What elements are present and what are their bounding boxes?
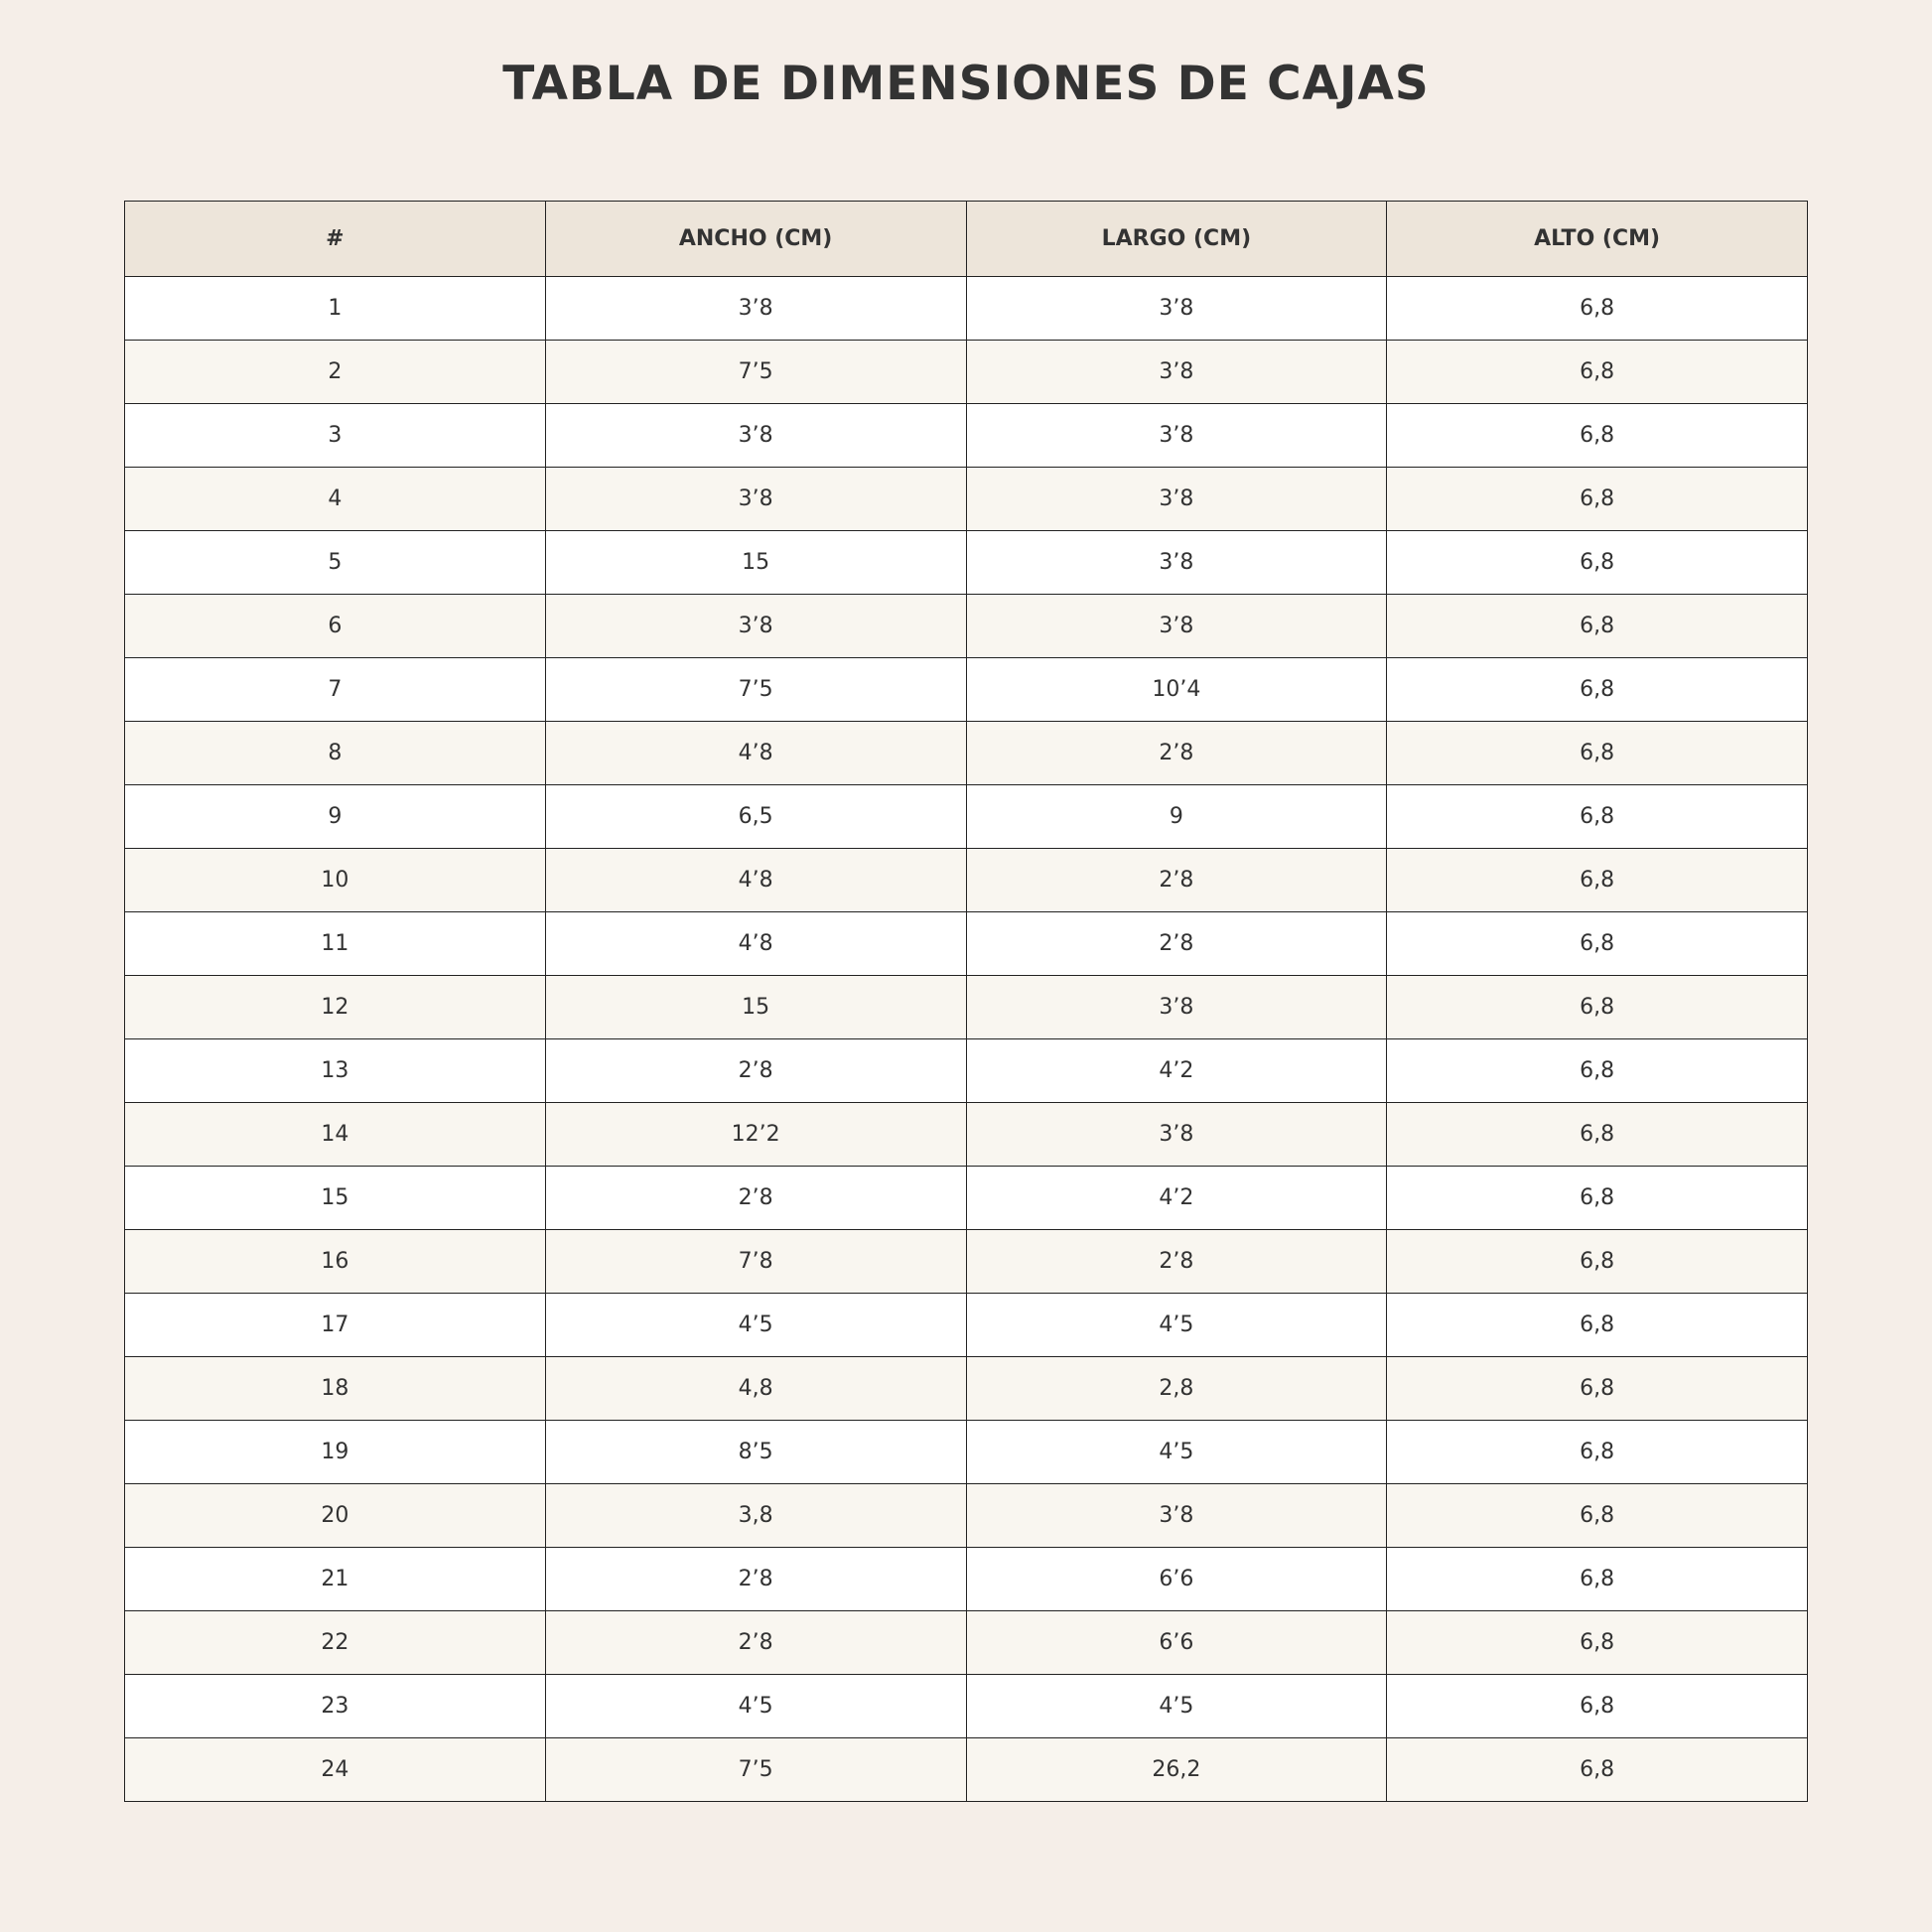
cell-number: 22 (125, 1611, 546, 1675)
cell-ancho: 3,8 (545, 1484, 966, 1548)
table-row (125, 1484, 1808, 1548)
cell-alto: 6,8 (1387, 976, 1808, 1039)
cell-number: 14 (125, 1103, 546, 1167)
cell-largo: 2’8 (966, 1230, 1387, 1294)
column-header-largo: LARGO (CM) (966, 202, 1387, 277)
cell-largo: 2’8 (966, 722, 1387, 785)
cell-alto: 6,8 (1387, 595, 1808, 658)
cell-alto: 6,8 (1387, 1294, 1808, 1357)
table-row (125, 1611, 1808, 1675)
cell-number: 5 (125, 531, 546, 595)
cell-ancho: 3’8 (545, 595, 966, 658)
cell-alto: 6,8 (1387, 912, 1808, 976)
cell-ancho: 4’5 (545, 1294, 966, 1357)
cell-alto: 6,8 (1387, 1357, 1808, 1421)
cell-largo: 4’2 (966, 1039, 1387, 1103)
cell-largo: 10’4 (966, 658, 1387, 722)
table-row (125, 1167, 1808, 1230)
cell-largo: 3’8 (966, 341, 1387, 404)
cell-number: 12 (125, 976, 546, 1039)
cell-alto: 6,8 (1387, 341, 1808, 404)
cell-alto: 6,8 (1387, 1675, 1808, 1738)
table-row (125, 1294, 1808, 1357)
cell-number: 16 (125, 1230, 546, 1294)
cell-ancho: 4,8 (545, 1357, 966, 1421)
cell-ancho: 6,5 (545, 785, 966, 849)
dimensions-table (124, 201, 1808, 1802)
cell-ancho: 2’8 (545, 1611, 966, 1675)
cell-number: 20 (125, 1484, 546, 1548)
cell-largo: 2,8 (966, 1357, 1387, 1421)
table-body (125, 277, 1808, 1802)
cell-number: 6 (125, 595, 546, 658)
cell-ancho: 3’8 (545, 277, 966, 341)
table-row (125, 1548, 1808, 1611)
cell-ancho: 4’8 (545, 722, 966, 785)
column-header-number: # (125, 202, 546, 277)
page-title: TABLA DE DIMENSIONES DE CAJAS (502, 57, 1430, 111)
cell-ancho: 2’8 (545, 1548, 966, 1611)
cell-alto: 6,8 (1387, 404, 1808, 468)
cell-alto: 6,8 (1387, 785, 1808, 849)
cell-ancho: 7’8 (545, 1230, 966, 1294)
cell-alto: 6,8 (1387, 1103, 1808, 1167)
table-row (125, 912, 1808, 976)
cell-alto: 6,8 (1387, 1484, 1808, 1548)
cell-largo: 3’8 (966, 404, 1387, 468)
cell-ancho: 15 (545, 531, 966, 595)
cell-alto: 6,8 (1387, 531, 1808, 595)
table-row (125, 1230, 1808, 1294)
table-row (125, 277, 1808, 341)
cell-largo: 3’8 (966, 595, 1387, 658)
cell-number: 1 (125, 277, 546, 341)
cell-ancho: 3’8 (545, 468, 966, 531)
cell-number: 23 (125, 1675, 546, 1738)
cell-alto: 6,8 (1387, 658, 1808, 722)
cell-number: 19 (125, 1421, 546, 1484)
cell-alto: 6,8 (1387, 1167, 1808, 1230)
cell-ancho: 3’8 (545, 404, 966, 468)
table-row (125, 1675, 1808, 1738)
cell-alto: 6,8 (1387, 1421, 1808, 1484)
cell-largo: 3’8 (966, 1103, 1387, 1167)
cell-ancho: 7’5 (545, 658, 966, 722)
cell-ancho: 2’8 (545, 1167, 966, 1230)
cell-number: 21 (125, 1548, 546, 1611)
cell-number: 8 (125, 722, 546, 785)
cell-alto: 6,8 (1387, 277, 1808, 341)
cell-largo: 3’8 (966, 976, 1387, 1039)
cell-alto: 6,8 (1387, 1230, 1808, 1294)
table-row (125, 849, 1808, 912)
table-row (125, 785, 1808, 849)
cell-largo: 6’6 (966, 1548, 1387, 1611)
column-header-ancho: ANCHO (CM) (545, 202, 966, 277)
cell-number: 15 (125, 1167, 546, 1230)
cell-ancho: 12’2 (545, 1103, 966, 1167)
table-row (125, 1421, 1808, 1484)
cell-largo: 3’8 (966, 468, 1387, 531)
cell-number: 17 (125, 1294, 546, 1357)
table-header-row (125, 202, 1808, 277)
cell-alto: 6,8 (1387, 1738, 1808, 1802)
cell-number: 11 (125, 912, 546, 976)
cell-largo: 6’6 (966, 1611, 1387, 1675)
column-header-alto: ALTO (CM) (1387, 202, 1808, 277)
table-row (125, 1357, 1808, 1421)
cell-largo: 4’5 (966, 1294, 1387, 1357)
cell-number: 9 (125, 785, 546, 849)
table-row (125, 658, 1808, 722)
cell-alto: 6,8 (1387, 722, 1808, 785)
cell-number: 13 (125, 1039, 546, 1103)
cell-number: 4 (125, 468, 546, 531)
cell-ancho: 7’5 (545, 1738, 966, 1802)
cell-largo: 4’5 (966, 1675, 1387, 1738)
cell-largo: 2’8 (966, 912, 1387, 976)
table-row (125, 976, 1808, 1039)
table-row (125, 531, 1808, 595)
cell-alto: 6,8 (1387, 1548, 1808, 1611)
table-row (125, 595, 1808, 658)
cell-largo: 4’2 (966, 1167, 1387, 1230)
cell-alto: 6,8 (1387, 468, 1808, 531)
cell-ancho: 7’5 (545, 341, 966, 404)
table-row (125, 1039, 1808, 1103)
cell-largo: 3’8 (966, 277, 1387, 341)
cell-number: 10 (125, 849, 546, 912)
cell-largo: 26,2 (966, 1738, 1387, 1802)
table-row (125, 1738, 1808, 1802)
table-row (125, 404, 1808, 468)
cell-number: 24 (125, 1738, 546, 1802)
cell-number: 7 (125, 658, 546, 722)
cell-ancho: 4’5 (545, 1675, 966, 1738)
table-row (125, 341, 1808, 404)
cell-largo: 2’8 (966, 849, 1387, 912)
cell-number: 3 (125, 404, 546, 468)
cell-ancho: 15 (545, 976, 966, 1039)
cell-largo: 9 (966, 785, 1387, 849)
cell-alto: 6,8 (1387, 849, 1808, 912)
table-row (125, 468, 1808, 531)
cell-alto: 6,8 (1387, 1039, 1808, 1103)
cell-largo: 3’8 (966, 1484, 1387, 1548)
cell-number: 2 (125, 341, 546, 404)
cell-largo: 3’8 (966, 531, 1387, 595)
cell-ancho: 8’5 (545, 1421, 966, 1484)
table-row (125, 722, 1808, 785)
cell-ancho: 4’8 (545, 849, 966, 912)
cell-number: 18 (125, 1357, 546, 1421)
cell-largo: 4’5 (966, 1421, 1387, 1484)
cell-ancho: 2’8 (545, 1039, 966, 1103)
cell-ancho: 4’8 (545, 912, 966, 976)
cell-alto: 6,8 (1387, 1611, 1808, 1675)
table-row (125, 1103, 1808, 1167)
